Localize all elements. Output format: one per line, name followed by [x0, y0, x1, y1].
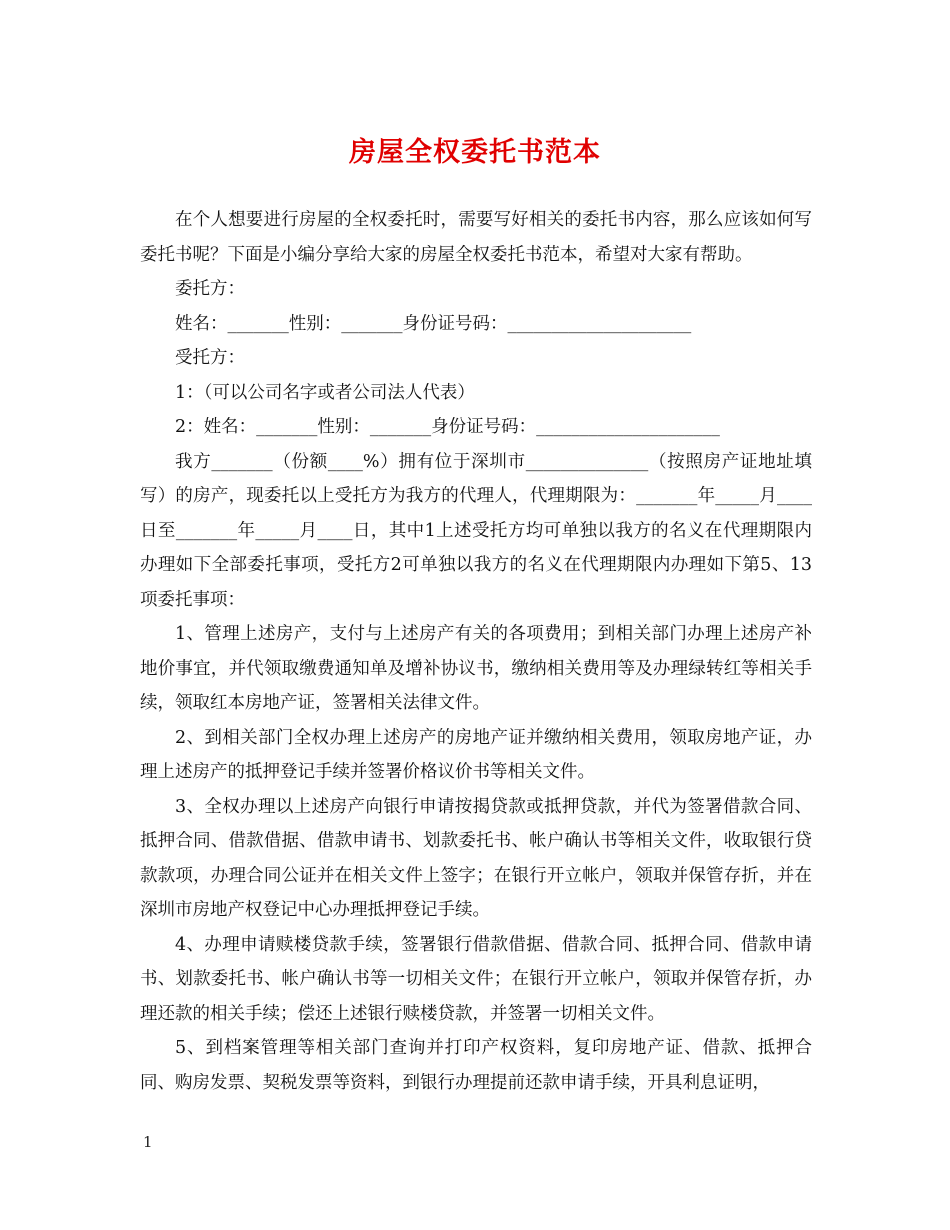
agent-1-line: 1：（可以公司名字或者公司法人代表）: [175, 382, 475, 403]
principal-heading: 委托方：: [175, 279, 245, 299]
item-5-paragraph: 5、到档案管理等相关部门查询并打印产权资料，复印房地产证、借款、抵押合同、购房发票、契税发票等资料，到银行办理提前还款申请手续，开具利息证明，: [140, 1038, 812, 1093]
agent-heading: 受托方：: [175, 348, 245, 368]
page-number: 1: [143, 1133, 153, 1151]
item-2-paragraph: 2、到相关部门全权办理上述房产的房地产证并缴纳相关费用，领取房地产证，办理上述房产的抵押登记手续并签署价格议价书等相关文件。: [140, 727, 812, 782]
agent-2-line: 2：姓名：_______性别：_______身份证号码：_____________________: [175, 417, 720, 437]
item-4-paragraph: 4、办理申请赎楼贷款手续，签署银行借款借据、借款合同、抵押合同、借款申请书、划款委托书、帐户确认书等一切相关文件；在银行开立帐户，领取并保管存折，办理还款的相关手续；偿还上述银行赎楼贷款，并签署一切相关文件。: [140, 934, 812, 1024]
property-statement-paragraph: 我方_______（份额____%）拥有位于深圳市______________（按照房产证地址填写）的房产，现委托以上受托方为我方的代理人，代理期限为：_______年_____月____日至_______年_____月____日，其中1上述受托方均可单独以我方的名义在代理期限内办理如下全部委托事项，受托方2可单独以我方的名义在代理期限内办理如下第5、13项委托事项：: [140, 451, 812, 610]
document-title: 房屋全权委托书范本: [349, 137, 601, 168]
item-1-paragraph: 1、管理上述房产，支付与上述房产有关的各项费用；到相关部门办理上述房产补地价事宜，并代领取缴费通知单及增补协议书，缴纳相关费用等及办理绿转红等相关手续，领取红本房地产证，签署相关法律文件。: [140, 624, 812, 713]
intro-paragraph: 在个人想要进行房屋的全权委托时，需要写好相关的委托书内容，那么应该如何写委托书呢？下面是小编分享给大家的房屋全权委托书范本，希望对大家有帮助。: [140, 210, 812, 265]
principal-info-line: 姓名：_______性别：_______身份证号码：_____________________: [175, 313, 692, 334]
document-body: [140, 203, 812, 1100]
item-3-paragraph: 3、全权办理以上述房产向银行申请按揭贷款或抵押贷款，并代为签署借款合同、抵押合同、借款借据、借款申请书、划款委托书、帐户确认书等相关文件，收取银行贷款款项，办理合同公证并在相关文件上签字；在银行开立帐户，领取并保管存折，并在深圳市房地产权登记中心办理抵押登记手续。: [140, 796, 812, 920]
